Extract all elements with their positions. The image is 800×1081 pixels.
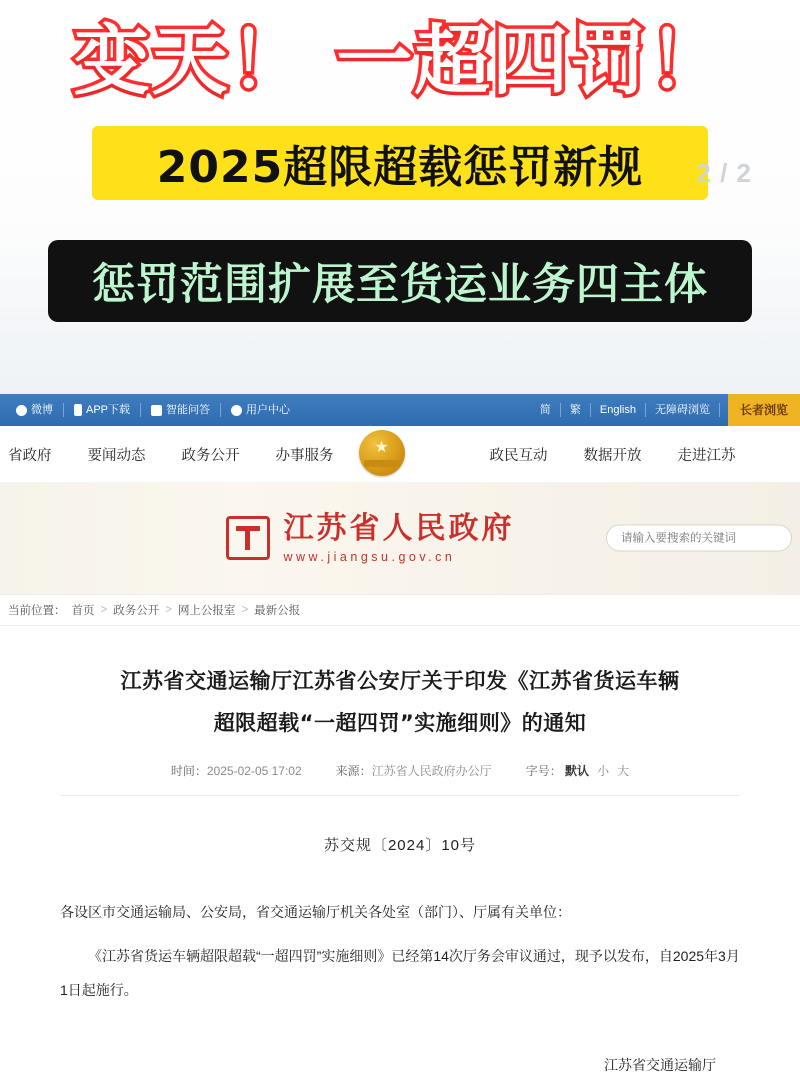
nav-item-services[interactable]: 办事服务 xyxy=(275,447,334,464)
weibo-icon xyxy=(16,405,27,416)
utility-item-app[interactable] xyxy=(64,403,141,417)
utility-item-label: APP下载 xyxy=(86,404,131,416)
nav-item-gov-disclosure[interactable]: 政务公开 xyxy=(181,447,240,464)
breadcrumb-separator: > xyxy=(165,604,172,616)
fontsize-option-default[interactable]: 默认 xyxy=(565,764,590,778)
article xyxy=(0,626,800,1075)
breadcrumb-prefix: 当前位置： xyxy=(8,605,66,617)
emblem-star: ★ xyxy=(374,439,389,456)
site-title-cn: 江苏省人民政府 xyxy=(283,510,515,546)
article-signature: 江苏省交通运输厅 xyxy=(604,1057,716,1073)
breadcrumb-item-home[interactable]: 首页 xyxy=(71,605,95,617)
fontsize-option-small[interactable]: 小 xyxy=(597,764,610,778)
phone-icon xyxy=(74,404,82,416)
nav-item-about-jiangsu[interactable]: 走进江苏 xyxy=(677,447,736,464)
utility-item-label: 智能问答 xyxy=(166,404,211,416)
article-time-value: 2025-02-05 17:02 xyxy=(206,764,302,778)
main-nav-right xyxy=(430,444,800,465)
poster-title: 变天！ 一超四罚！ xyxy=(73,16,727,105)
utility-item-label: 微博 xyxy=(31,404,53,416)
poster-band-banner xyxy=(48,240,752,322)
article-title xyxy=(60,660,740,744)
utility-right-group xyxy=(531,394,800,426)
article-title-line2: 超限超载“一超四罚”实施细则》的通知 xyxy=(213,711,587,735)
site-banner xyxy=(0,482,800,594)
document-number: 苏交规〔2024〕10号 xyxy=(323,837,477,854)
utility-item-user-center[interactable] xyxy=(221,403,300,417)
poster-band-text: 惩罚范围扩展至货运业务四主体 xyxy=(92,259,708,310)
breadcrumb-item-disclosure[interactable]: 政务公开 xyxy=(113,605,160,617)
poster-subtitle: 2025超限超载惩罚新规 xyxy=(156,142,644,193)
article-source-value: 江苏省人民政府办公厅 xyxy=(371,764,492,778)
article-title-line1: 江苏省交通运输厅江苏省公安厅关于印发《江苏省货运车辆 xyxy=(120,669,680,693)
fontsize-options xyxy=(565,762,629,779)
breadcrumb-item-gazette-room[interactable]: 网上公报室 xyxy=(177,605,236,617)
national-emblem-icon xyxy=(334,426,430,482)
robot-icon xyxy=(151,405,162,416)
utility-bar xyxy=(0,394,800,426)
fontsize-option-large[interactable]: 大 xyxy=(617,764,630,778)
jiangsu-logo-icon xyxy=(226,516,270,560)
article-paragraph: 《江苏省货运车辆超限超载“一超四罚”实施细则》已经第14次厅务会审议通过，现予以发布，自2025年3月1日起施行。 xyxy=(60,948,740,998)
poster-subtitle-banner xyxy=(92,126,708,200)
article-meta xyxy=(60,762,740,796)
nav-item-provincial-gov[interactable]: 省政府 xyxy=(8,447,52,464)
main-nav-left xyxy=(0,444,334,465)
elder-mode-button[interactable]: 长者浏览 xyxy=(728,394,800,426)
article-fontsize-label: 字号： xyxy=(525,764,562,778)
search-input[interactable] xyxy=(619,531,779,545)
main-nav xyxy=(0,426,800,482)
site-logo-text xyxy=(283,510,515,564)
search-box[interactable] xyxy=(606,525,792,552)
article-fontsize xyxy=(526,762,629,779)
government-website xyxy=(0,394,800,1081)
nav-item-interaction[interactable]: 政民互动 xyxy=(489,447,548,464)
article-source xyxy=(336,762,492,779)
breadcrumb xyxy=(0,594,800,626)
lang-english[interactable]: English xyxy=(591,403,646,417)
nav-item-news[interactable]: 要闻动态 xyxy=(87,447,146,464)
utility-item-weibo[interactable] xyxy=(6,403,64,417)
breadcrumb-separator: > xyxy=(241,604,249,616)
breadcrumb-separator: > xyxy=(100,604,108,616)
emblem-base xyxy=(364,460,400,467)
poster-overlay xyxy=(0,0,800,394)
lang-traditional[interactable]: 繁 xyxy=(561,403,591,417)
breadcrumb-item-latest-gazette[interactable]: 最新公报 xyxy=(254,605,301,617)
page-counter: 2 / 2 xyxy=(696,158,752,188)
article-source-label: 来源： xyxy=(335,764,372,778)
article-time-label: 时间： xyxy=(170,764,207,778)
accessibility-link[interactable]: 无障碍浏览 xyxy=(646,403,720,417)
utility-item-qa[interactable] xyxy=(141,403,221,417)
utility-left-group xyxy=(6,403,300,417)
article-time xyxy=(171,762,302,779)
lang-simplified[interactable]: 简 xyxy=(531,403,561,417)
user-icon xyxy=(231,405,242,416)
utility-item-label: 用户中心 xyxy=(246,404,291,416)
article-paragraph: 各设区市交通运输局、公安局，省交通运输厅机关各处室（部门）、厅属有关单位： xyxy=(60,904,571,920)
nav-item-open-data[interactable]: 数据开放 xyxy=(583,447,642,464)
site-logo[interactable] xyxy=(226,510,515,564)
site-url-en: www.jiangsu.gov.cn xyxy=(283,549,456,564)
article-body xyxy=(60,895,740,1007)
